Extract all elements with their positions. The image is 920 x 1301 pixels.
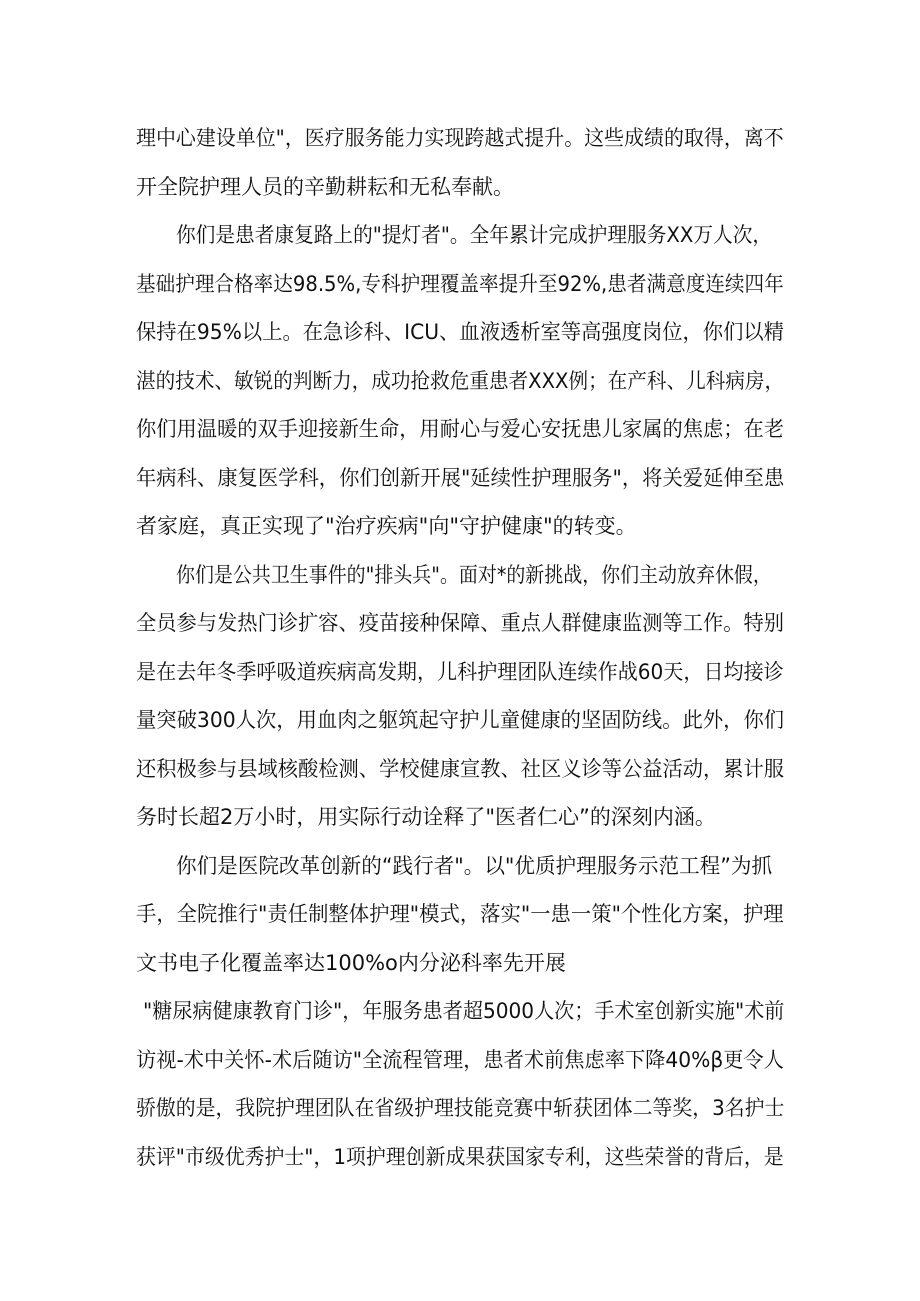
text-line: "糖尿病健康教育门诊"，年服务患者超5000人次；手术室创新实施"术前 [143, 999, 785, 1023]
text-line: 文书电子化覆盖率达100%o内分泌科率先开展 [136, 951, 566, 975]
text-line: 骄傲的是，我院护理团队在省级护理技能竞赛中斩获团体二等奖，3名护士 [136, 1096, 785, 1120]
text-line: 基础护理合格率达98.5%,专科护理覆盖率提升至92%,患者满意度连续四年 [136, 272, 784, 296]
text-line: 理中心建设单位"，医疗服务能力实现跨越式提升。这些成绩的取得，离不 [136, 126, 784, 150]
text-line: 你们是公共卫生事件的"排头兵"。面对*的新挑战，你们主动放弃休假， [176, 563, 772, 587]
text-line: 你们是患者康复路上的"提灯者"。全年累计完成护理服务XX万人次， [176, 223, 773, 247]
text-line: 访视-术中关怀-术后随访"全流程管理，患者术前焦虑率下降40%β更令人 [136, 1048, 784, 1072]
text-line: 全员参与发热门诊扩容、疫苗接种保障、重点人群健康监测等工作。特别 [136, 611, 784, 635]
text-line: 年病科、康复医学科，你们创新开展"延续性护理服务"，将关爱延伸至患 [136, 466, 785, 490]
text-line: 保持在95%以上。在急诊科、ICU、血液透析室等高强度岗位，你们以精 [136, 320, 784, 344]
text-line: 者家庭，真正实现了"治疗疾病"向"守护健康"的转变。 [136, 514, 637, 538]
text-line: 你们是医院改革创新的“践行者"。以"优质护理服务示范工程”为抓 [176, 854, 773, 878]
text-line: 湛的技术、敏锐的判断力，成功抢救危重患者XXX例；在产科、儿科病房， [136, 369, 785, 393]
text-line: 开全院护理人员的辛勤耕耘和无私奉献。 [136, 175, 514, 199]
text-line: 量突破300人次，用血肉之躯筑起守护儿童健康的坚固防线。此外，你们 [136, 708, 785, 732]
text-line: 手，全院推行"责任制整体护理"模式，落实"一患一策"个性化方案，护理 [136, 902, 784, 926]
text-line: 是在去年冬季呼吸道疾病高发期，儿科护理团队连续作战60天，日均接诊 [136, 660, 784, 684]
text-line: 获评"市级优秀护士"，1项护理创新成果获国家专利，这些荣誉的背后，是 [136, 1145, 784, 1169]
text-line: 还积极参与县域核酸检测、学校健康宣教、社区义诊等公益活动，累计服 [136, 757, 784, 781]
text-line: 务时长超2万小时，用实际行动诠释了"医者仁心”的深刻内涵。 [136, 805, 716, 829]
text-line: 你们用温暖的双手迎接新生命，用耐心与爱心安抚患儿家属的焦虑；在老 [136, 417, 784, 441]
